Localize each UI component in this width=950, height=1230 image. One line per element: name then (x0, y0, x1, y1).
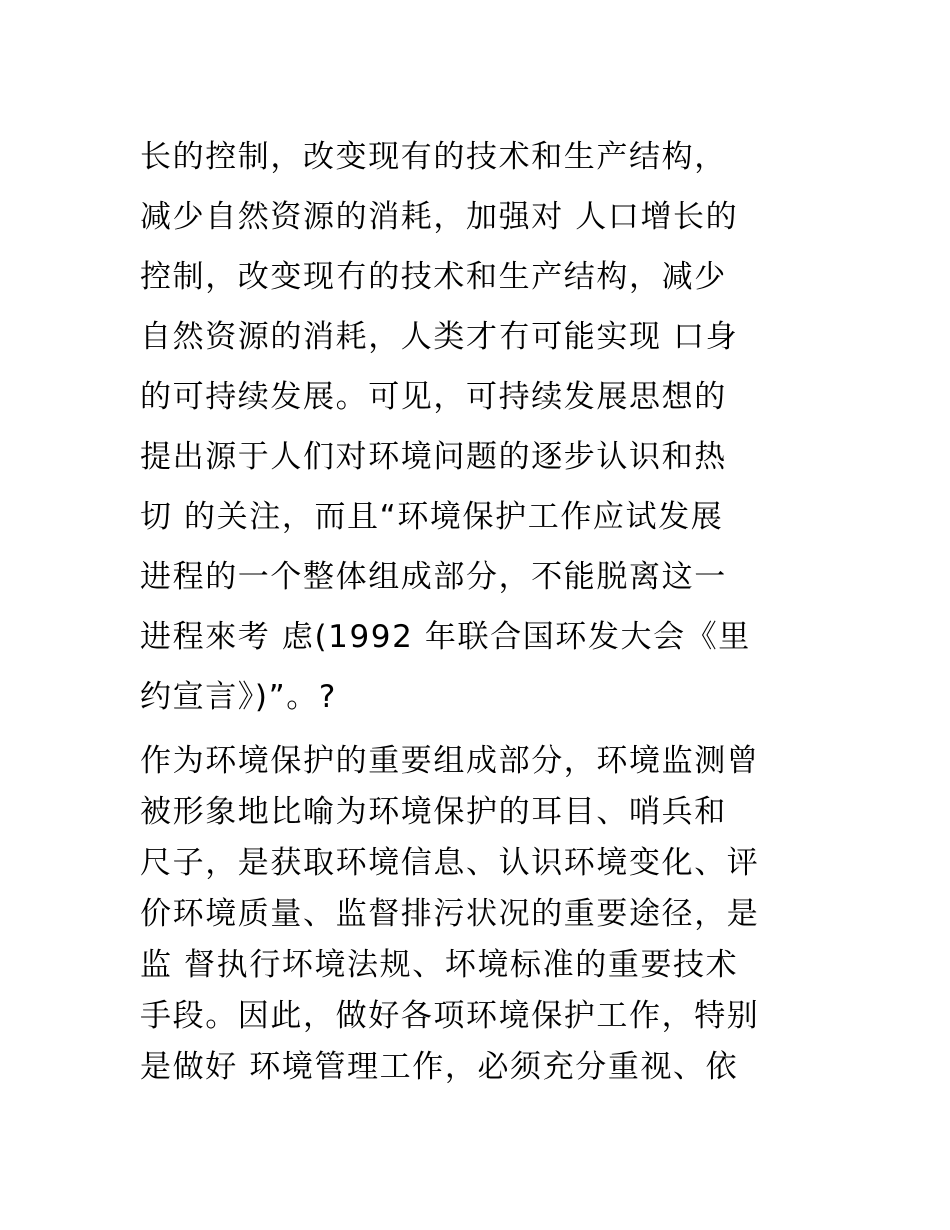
text-line: 切 的关注，而且“环境保护工作应试发展 (140, 499, 724, 535)
text-line: 是做好 环境管理工作，必须充分重视、依 (140, 1049, 739, 1085)
text-line: 作为环境保护的重要组成部分，环境监测曾 (140, 743, 760, 779)
text-line: 约宣言》)”。? (140, 679, 337, 715)
text-line: 进程來考 虑(1992 年联合国环发大会《里 (140, 619, 751, 655)
text-line: 自然资源的消耗，人类才冇可能实现 口身 (140, 319, 739, 355)
text-line: 尺子，是获取环境信息、认识环境变化、评 (140, 845, 760, 881)
text-line: 的可持续发展。可见，可持续发展思想的 (140, 379, 727, 415)
text-line: 价环境质量、监督排污状况的重要途径，是 (140, 896, 760, 932)
text-line: 手段。因此，做好各项环境保护工作，特别 (140, 998, 760, 1034)
text-line: 被形象地比喻为环境保护的耳目、哨兵和 (140, 794, 727, 830)
text-line: 提出源于人们对环境问题的逐步认识和热 (140, 439, 727, 475)
paragraph-2 (140, 736, 840, 1093)
text-line: 减少自然资源的消耗，加强对 人口增长的 (140, 199, 739, 235)
text-line: 控制，改变现冇的技术和生产结构，减少 (140, 259, 727, 295)
text-line: 进程的一个整体组成部分，不能脱离这一 (140, 559, 727, 595)
text-line: 长的控制，改变现有的技术和生产结构， (140, 139, 727, 175)
paragraph-1 (140, 127, 840, 727)
text-line: 监 督执行坏境法规、坏境标准的重要技术 (140, 947, 739, 983)
